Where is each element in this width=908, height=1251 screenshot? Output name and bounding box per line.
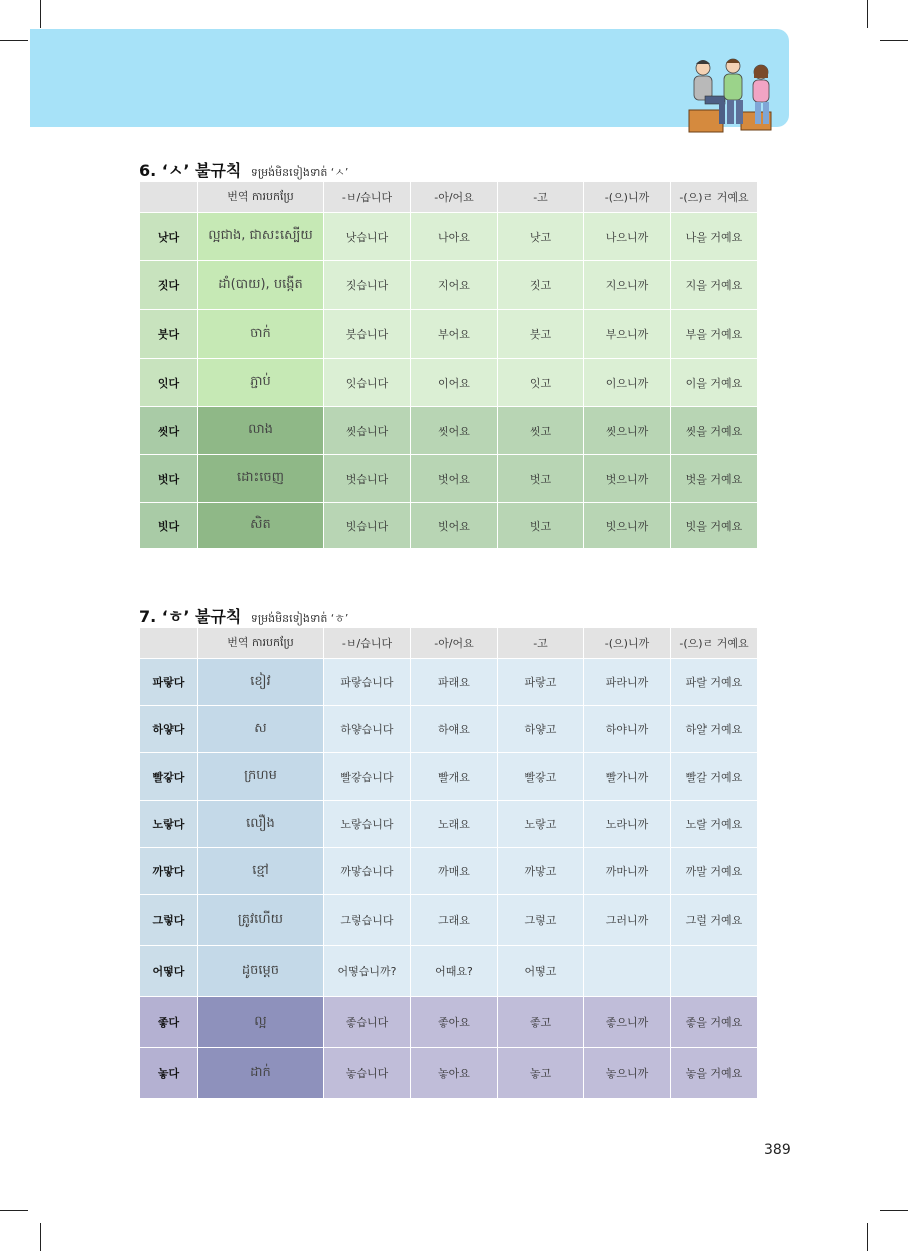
conjugation-cell: 놓아요: [411, 1048, 498, 1099]
table-row: [140, 659, 758, 706]
translation-cell: ចាក់: [198, 310, 324, 359]
translation-cell: ដាក់: [198, 1048, 324, 1099]
conjugation-cell: 씻고: [498, 407, 584, 455]
conjugation-cell: 짓습니다: [324, 261, 411, 310]
table-row: [140, 706, 758, 753]
conjugation-cell: 까마니까: [584, 848, 671, 895]
table-header-row: [140, 628, 758, 659]
conjugation-cell: [671, 946, 758, 997]
verb-cell: 빗다: [140, 503, 198, 549]
header-banner: [30, 29, 789, 127]
verb-cell: 놓다: [140, 1048, 198, 1099]
conjugation-cell: 파라니까: [584, 659, 671, 706]
translation-cell: ក្រហម: [198, 753, 324, 801]
translation-cell: ដូចម្តេច: [198, 946, 324, 997]
table-row: [140, 503, 758, 549]
translation-cell: ត្រូវហើយ: [198, 895, 324, 946]
conjugation-cell: 어떻습니까?: [324, 946, 411, 997]
verb-cell: 붓다: [140, 310, 198, 359]
conjugation-cell: 빗어요: [411, 503, 498, 549]
conjugation-cell: 어때요?: [411, 946, 498, 997]
verb-cell: 그렇다: [140, 895, 198, 946]
section-6-title: [139, 158, 348, 182]
section-6-subtitle: ទម្រង់មិនទៀងទាត់ ‘ㅅ’: [250, 166, 349, 179]
verb-cell: 좋다: [140, 997, 198, 1048]
page-number: 389: [764, 1142, 791, 1158]
conjugation-cell: 부으니까: [584, 310, 671, 359]
conjugation-cell: 노랗고: [498, 801, 584, 848]
section-7-heading: 7. ‘ㅎ’ 불규칙: [139, 607, 242, 626]
translation-cell: ល្អ: [198, 997, 324, 1048]
conjugation-cell: 지을 거예요: [671, 261, 758, 310]
conjugation-cell: 하얗습니다: [324, 706, 411, 753]
conjugation-cell: 부을 거예요: [671, 310, 758, 359]
people-illustration: [683, 52, 783, 134]
conjugation-cell: 파래요: [411, 659, 498, 706]
table-row: [140, 261, 758, 310]
conjugation-cell: 그렇고: [498, 895, 584, 946]
table-row: [140, 848, 758, 895]
conjugation-cell: 놓습니다: [324, 1048, 411, 1099]
irregular-table-siot: [139, 181, 758, 549]
conjugation-cell: 놓을 거예요: [671, 1048, 758, 1099]
conjugation-cell: 부어요: [411, 310, 498, 359]
conjugation-cell: 노랄 거예요: [671, 801, 758, 848]
conjugation-cell: 하야니까: [584, 706, 671, 753]
conjugation-cell: 벗고: [498, 455, 584, 503]
conjugation-cell: 이어요: [411, 359, 498, 407]
conjugation-cell: 빗습니다: [324, 503, 411, 549]
conjugation-cell: 빨갛습니다: [324, 753, 411, 801]
conjugation-cell: 하얄 거예요: [671, 706, 758, 753]
crop-mark: [880, 1210, 908, 1211]
conjugation-cell: 노래요: [411, 801, 498, 848]
translation-cell: ល្អជាង, ជាសះស្បើយ: [198, 213, 324, 261]
table-row: [140, 407, 758, 455]
conjugation-cell: 잇고: [498, 359, 584, 407]
conjugation-cell: 벗을 거예요: [671, 455, 758, 503]
translation-cell: លឿង: [198, 801, 324, 848]
table-row: [140, 1048, 758, 1099]
header-cell: -(으)ㄹ 거예요: [671, 182, 758, 213]
conjugation-cell: 짓고: [498, 261, 584, 310]
conjugation-cell: 파랗습니다: [324, 659, 411, 706]
translation-cell: ដាំ(បាយ), បង្កើត: [198, 261, 324, 310]
conjugation-cell: 노랗습니다: [324, 801, 411, 848]
conjugation-cell: 하얗고: [498, 706, 584, 753]
conjugation-cell: 놓으니까: [584, 1048, 671, 1099]
section-6-heading: 6. ‘ㅅ’ 불규칙: [139, 161, 242, 180]
verb-cell: 빨갛다: [140, 753, 198, 801]
header-cell: 번역 ការបកប្រែ: [198, 182, 324, 213]
conjugation-cell: 나아요: [411, 213, 498, 261]
translation-cell: ដោះចេញ: [198, 455, 324, 503]
conjugation-cell: 나으니까: [584, 213, 671, 261]
conjugation-cell: 어떻고: [498, 946, 584, 997]
conjugation-cell: 낫습니다: [324, 213, 411, 261]
table-header-row: [140, 182, 758, 213]
crop-mark: [0, 1210, 28, 1211]
translation-cell: ស: [198, 706, 324, 753]
verb-cell: 노랗다: [140, 801, 198, 848]
table-row: [140, 455, 758, 503]
irregular-table-hieut: [139, 627, 758, 1099]
header-cell: -(으)니까: [584, 628, 671, 659]
conjugation-cell: 씻습니다: [324, 407, 411, 455]
conjugation-cell: 좋으니까: [584, 997, 671, 1048]
translation-cell: ខៀវ: [198, 659, 324, 706]
conjugation-cell: 까맣고: [498, 848, 584, 895]
verb-cell: 잇다: [140, 359, 198, 407]
translation-cell: សិត: [198, 503, 324, 549]
conjugation-cell: 붓고: [498, 310, 584, 359]
conjugation-cell: 빨개요: [411, 753, 498, 801]
header-cell: -ㅂ/습니다: [324, 628, 411, 659]
verb-cell: 어떻다: [140, 946, 198, 997]
conjugation-cell: 빨갈 거예요: [671, 753, 758, 801]
translation-cell: ភ្ជាប់: [198, 359, 324, 407]
table-row: [140, 997, 758, 1048]
conjugation-cell: 이을 거예요: [671, 359, 758, 407]
conjugation-cell: 좋아요: [411, 997, 498, 1048]
conjugation-cell: 빨갛고: [498, 753, 584, 801]
verb-cell: 낫다: [140, 213, 198, 261]
conjugation-cell: 그러니까: [584, 895, 671, 946]
header-cell: -고: [498, 628, 584, 659]
conjugation-cell: 지어요: [411, 261, 498, 310]
header-cell: -ㅂ/습니다: [324, 182, 411, 213]
conjugation-cell: 빗으니까: [584, 503, 671, 549]
header-cell: [140, 182, 198, 213]
conjugation-cell: 좋고: [498, 997, 584, 1048]
verb-cell: 짓다: [140, 261, 198, 310]
conjugation-cell: 나을 거예요: [671, 213, 758, 261]
translation-cell: លាង: [198, 407, 324, 455]
header-cell: [140, 628, 198, 659]
table-row: [140, 946, 758, 997]
conjugation-cell: 놓고: [498, 1048, 584, 1099]
conjugation-cell: 빨가니까: [584, 753, 671, 801]
header-cell: -고: [498, 182, 584, 213]
conjugation-cell: 까매요: [411, 848, 498, 895]
table-row: [140, 310, 758, 359]
crop-mark: [40, 1223, 41, 1251]
table-row: [140, 213, 758, 261]
header-cell: 번역 ការបកប្រែ: [198, 628, 324, 659]
conjugation-cell: 좋을 거예요: [671, 997, 758, 1048]
conjugation-cell: 까말 거예요: [671, 848, 758, 895]
conjugation-cell: 벗습니다: [324, 455, 411, 503]
verb-cell: 까맣다: [140, 848, 198, 895]
section-7-subtitle: ទម្រង់មិនទៀងទាត់ ‘ㅎ’: [250, 612, 349, 625]
crop-mark: [40, 0, 41, 28]
conjugation-cell: 하얘요: [411, 706, 498, 753]
crop-mark: [880, 40, 908, 41]
conjugation-cell: [584, 946, 671, 997]
conjugation-cell: 이으니까: [584, 359, 671, 407]
header-cell: -(으)ㄹ 거예요: [671, 628, 758, 659]
crop-mark: [867, 0, 868, 28]
conjugation-cell: 그래요: [411, 895, 498, 946]
table-row: [140, 753, 758, 801]
verb-cell: 씻다: [140, 407, 198, 455]
conjugation-cell: 잇습니다: [324, 359, 411, 407]
table-row: [140, 359, 758, 407]
conjugation-cell: 빗을 거예요: [671, 503, 758, 549]
section-7-title: [139, 604, 348, 628]
verb-cell: 벗다: [140, 455, 198, 503]
header-cell: -아/어요: [411, 182, 498, 213]
conjugation-cell: 씻을 거예요: [671, 407, 758, 455]
conjugation-cell: 씻어요: [411, 407, 498, 455]
table-row: [140, 801, 758, 848]
verb-cell: 하얗다: [140, 706, 198, 753]
conjugation-cell: 벗어요: [411, 455, 498, 503]
table-row: [140, 895, 758, 946]
verb-cell: 파랗다: [140, 659, 198, 706]
conjugation-cell: 노라니까: [584, 801, 671, 848]
conjugation-cell: 파랗고: [498, 659, 584, 706]
header-cell: -(으)니까: [584, 182, 671, 213]
translation-cell: ខ្មៅ: [198, 848, 324, 895]
conjugation-cell: 씻으니까: [584, 407, 671, 455]
conjugation-cell: 그렇습니다: [324, 895, 411, 946]
conjugation-cell: 지으니까: [584, 261, 671, 310]
crop-mark: [0, 40, 28, 41]
conjugation-cell: 낫고: [498, 213, 584, 261]
header-cell: -아/어요: [411, 628, 498, 659]
crop-mark: [867, 1223, 868, 1251]
conjugation-cell: 까맣습니다: [324, 848, 411, 895]
conjugation-cell: 좋습니다: [324, 997, 411, 1048]
conjugation-cell: 빗고: [498, 503, 584, 549]
conjugation-cell: 붓습니다: [324, 310, 411, 359]
conjugation-cell: 파랄 거예요: [671, 659, 758, 706]
conjugation-cell: 그럴 거예요: [671, 895, 758, 946]
conjugation-cell: 벗으니까: [584, 455, 671, 503]
